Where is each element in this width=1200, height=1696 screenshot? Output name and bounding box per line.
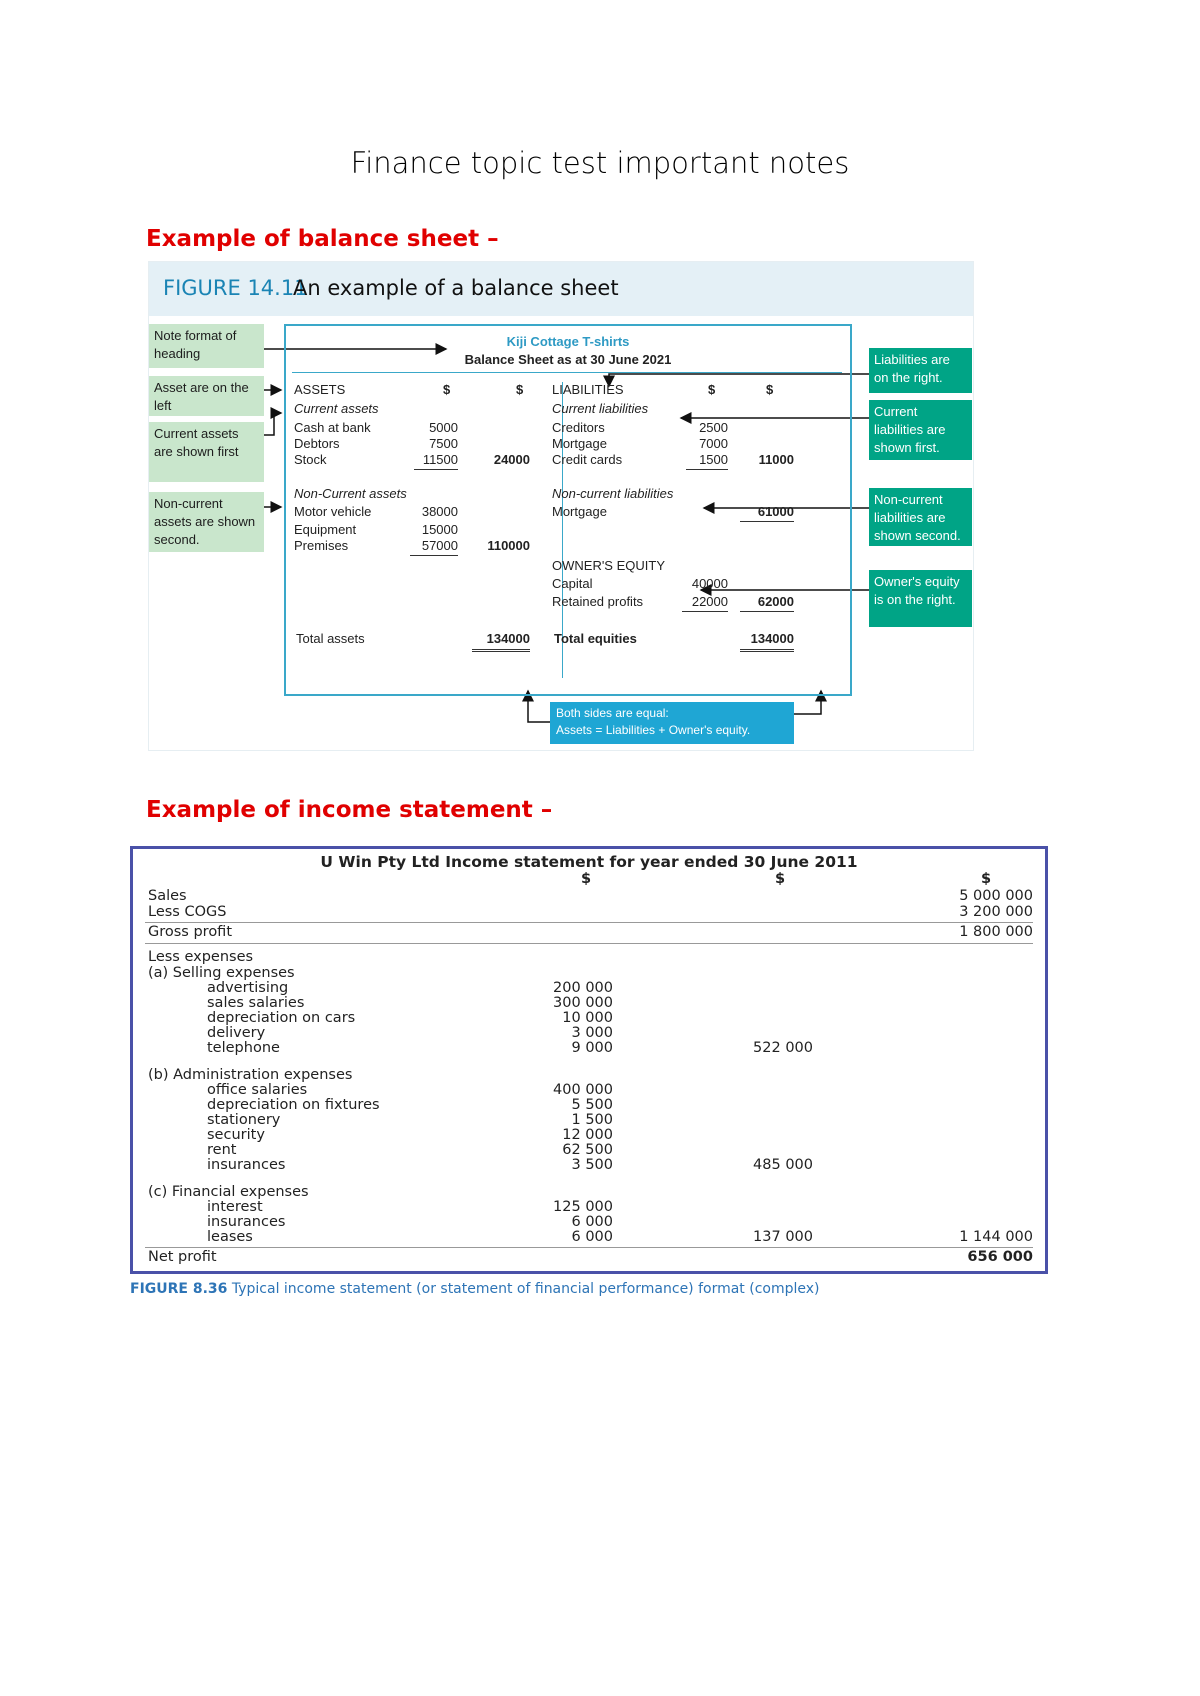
document-title: Finance topic test important notes (350, 146, 850, 180)
current-asset-value: 7500 (429, 436, 458, 451)
note-current-assets: Current assets are shown first (149, 422, 264, 482)
liabilities-currency-col1: $ (708, 382, 716, 397)
expense-item-value: 12 000 (562, 1127, 613, 1143)
expense-item-value: 400 000 (553, 1082, 613, 1098)
caption-figure-number: FIGURE 8.36 (130, 1281, 228, 1297)
expense-item-value: 3 000 (571, 1025, 613, 1041)
owners-equity-item-label: Retained profits (552, 594, 644, 609)
sales-value: 5 000 000 (959, 888, 1033, 904)
current-liabilities-label: Current liabilities (552, 401, 649, 416)
balance-sheet-heading: Example of balance sheet – (146, 226, 499, 252)
net-profit-value: 656 000 (967, 1249, 1033, 1265)
owners-equity-total: 62000 (740, 594, 794, 612)
expense-item-label: interest (207, 1199, 263, 1215)
note-heading-format: Note format of heading (149, 324, 264, 368)
rule (145, 1247, 1033, 1248)
total-assets-value: 134000 (472, 631, 530, 652)
expense-item-label: telephone (207, 1040, 280, 1056)
selling-expenses-total: 522 000 (753, 1040, 813, 1056)
heading-rule (292, 372, 842, 373)
current-liability-value: 2500 (699, 420, 728, 435)
owners-equity-item-label: Capital (552, 576, 593, 591)
admin-expenses-total: 485 000 (753, 1157, 813, 1173)
both-sides-line2: Assets = Liabilities + Owner's equity. (556, 723, 751, 737)
noncurrent-liability-label: Mortgage (552, 504, 607, 519)
expense-item-label: stationery (207, 1112, 281, 1128)
assets-heading: ASSETS (294, 382, 346, 397)
currency-col1: $ (581, 871, 592, 887)
income-statement-heading: Example of income statement – (146, 797, 553, 823)
current-asset-label: Cash at bank (294, 420, 371, 435)
current-liability-label: Mortgage (552, 436, 607, 451)
expense-item-label: advertising (207, 980, 289, 996)
noncurrent-asset-value: 38000 (421, 504, 458, 519)
both-sides-line1: Both sides are equal: (556, 706, 669, 720)
expense-item-label: delivery (207, 1025, 266, 1041)
current-liabilities-total: 11000 (758, 452, 794, 467)
expense-item-label: security (207, 1127, 265, 1143)
current-assets-label: Current assets (294, 401, 379, 416)
rule (145, 922, 1033, 923)
liabilities-currency-col2: $ (766, 382, 774, 397)
note-liabilities-right: Liabilities are on the right. (869, 348, 972, 393)
noncurrent-asset-value: 57000 (410, 538, 458, 556)
currency-col3: $ (981, 871, 992, 887)
owners-equity-item-value: 40000 (691, 576, 728, 591)
expense-item-value: 3 500 (571, 1157, 613, 1173)
figure-number: FIGURE 14.11 (163, 276, 308, 300)
note-noncurrent-assets: Non-current assets are shown second. (149, 492, 264, 552)
both-sides-equal-note (550, 702, 794, 744)
noncurrent-asset-label: Equipment (294, 522, 357, 537)
note-assets-left: Asset are on the left (149, 376, 264, 416)
expense-item-value: 10 000 (562, 1010, 613, 1026)
current-asset-label: Debtors (294, 436, 340, 451)
note-current-liabilities: Current liabilities are shown first. (869, 400, 972, 460)
noncurrent-asset-value: 15000 (421, 522, 458, 537)
note-noncurrent-liabilities: Non-current liabilities are shown second. (869, 488, 972, 546)
current-asset-value: 11500 (414, 452, 458, 470)
currency-col2: $ (775, 871, 786, 887)
total-equities-label: Total equities (554, 631, 637, 646)
rule (145, 943, 1033, 944)
expense-item-label: rent (207, 1142, 237, 1158)
expense-item-value: 9 000 (571, 1040, 613, 1056)
current-asset-label: Stock (294, 452, 327, 467)
liabilities-heading: LIABILITIES (552, 382, 624, 397)
financial-expenses-total: 137 000 (753, 1229, 813, 1245)
selling-expenses-label: (a) Selling expenses (148, 965, 295, 981)
expense-item-label: insurances (207, 1214, 286, 1230)
net-profit-label: Net profit (148, 1249, 217, 1265)
total-assets-label: Total assets (296, 631, 365, 646)
expense-item-value: 5 500 (571, 1097, 613, 1113)
assets-currency-col2: $ (516, 382, 524, 397)
current-liability-value: 7000 (699, 436, 728, 451)
figure-title: An example of a balance sheet (293, 276, 619, 300)
cogs-value: 3 200 000 (959, 904, 1033, 920)
admin-expenses-label: (b) Administration expenses (148, 1067, 353, 1083)
income-statement-box (130, 846, 1048, 1274)
expense-item-label: depreciation on cars (207, 1010, 356, 1026)
noncurrent-assets-label: Non-Current assets (294, 486, 407, 501)
noncurrent-liabilities-total: 61000 (740, 504, 794, 522)
expense-item-value: 6 000 (571, 1229, 613, 1245)
noncurrent-assets-total: 110000 (487, 538, 530, 553)
current-liability-label: Credit cards (552, 452, 623, 467)
note-owners-equity: Owner's equity is on the right. (869, 570, 972, 627)
less-expenses-label: Less expenses (148, 949, 254, 965)
total-expenses-value: 1 144 000 (959, 1229, 1033, 1245)
noncurrent-liabilities-label: Non-current liabilities (552, 486, 674, 501)
expense-item-value: 62 500 (562, 1142, 613, 1158)
financial-expenses-label: (c) Financial expenses (148, 1184, 309, 1200)
income-statement-caption (130, 1281, 1010, 1298)
current-assets-total: 24000 (493, 452, 530, 467)
company-name: Kiji Cottage T-shirts (506, 334, 630, 349)
expense-item-label: sales salaries (207, 995, 305, 1011)
cogs-label: Less COGS (148, 904, 227, 920)
expense-item-label: leases (207, 1229, 253, 1245)
noncurrent-asset-label: Premises (294, 538, 349, 553)
expense-item-value: 1 500 (571, 1112, 613, 1128)
sales-label: Sales (148, 888, 187, 904)
owners-equity-item-value: 22000 (682, 594, 728, 612)
caption-text: Typical income statement (or statement of financial performance) format (complex) (231, 1281, 820, 1297)
statement-title: Balance Sheet as at 30 June 2021 (464, 352, 672, 367)
expense-item-label: office salaries (207, 1082, 308, 1098)
total-equities-value: 134000 (740, 631, 794, 652)
current-liability-value: 1500 (686, 452, 728, 470)
balance-sheet-figure (148, 261, 974, 751)
expense-item-value: 125 000 (553, 1199, 613, 1215)
gross-profit-label: Gross profit (148, 924, 233, 940)
current-liability-label: Creditors (552, 420, 605, 435)
income-statement-title: U Win Pty Ltd Income statement for year ended 30 June 2011 (320, 853, 858, 871)
noncurrent-asset-label: Motor vehicle (294, 504, 372, 519)
expense-item-label: insurances (207, 1157, 286, 1173)
expense-item-value: 6 000 (571, 1214, 613, 1230)
assets-currency-col1: $ (443, 382, 451, 397)
owners-equity-label: OWNER'S EQUITY (552, 558, 665, 573)
expense-item-value: 200 000 (553, 980, 613, 996)
expense-item-value: 300 000 (553, 995, 613, 1011)
gross-profit-value: 1 800 000 (959, 924, 1033, 940)
expense-item-label: depreciation on fixtures (207, 1097, 380, 1113)
current-asset-value: 5000 (429, 420, 458, 435)
balance-sheet-box (284, 324, 852, 696)
